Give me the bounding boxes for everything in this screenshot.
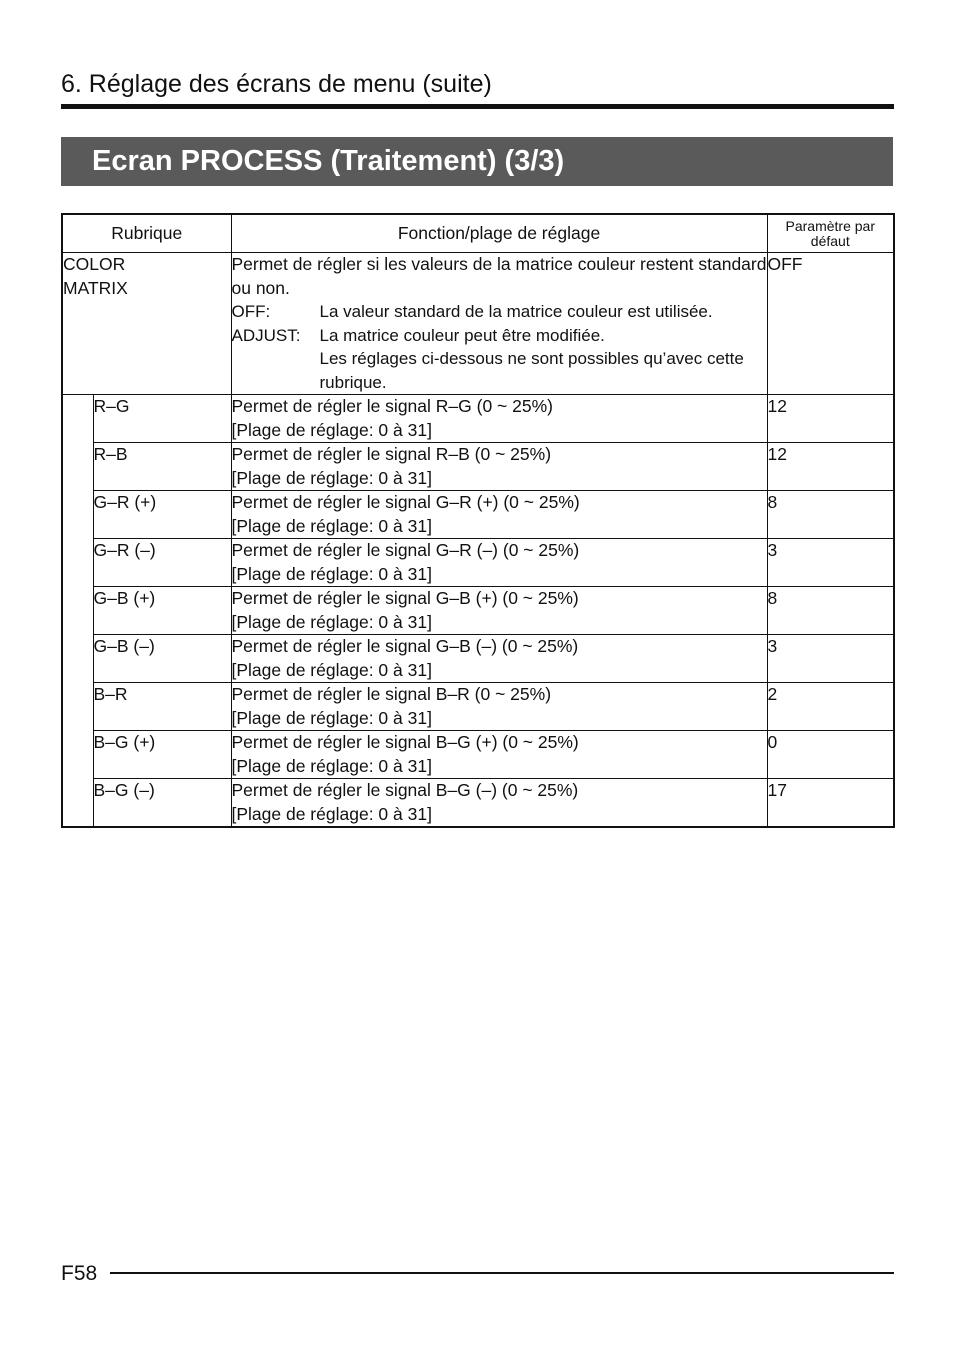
- option-off: [232, 300, 767, 324]
- indent-spacer: [62, 443, 93, 491]
- default-cell: 12: [767, 443, 894, 491]
- item-cell: B–G (–): [93, 779, 231, 828]
- default-cell: OFF: [767, 253, 894, 395]
- footer-rule: [110, 1272, 894, 1274]
- item-cell: R–G: [93, 395, 231, 443]
- option-label: OFF:: [231, 302, 271, 321]
- title-rule: [61, 104, 894, 109]
- function-range: [Plage de réglage: 0 à 31]: [231, 611, 432, 632]
- function-range: [Plage de réglage: 0 à 31]: [231, 467, 432, 488]
- indent-spacer: [62, 779, 93, 828]
- function-cell: [231, 779, 767, 828]
- function-description: Permet de régler le signal B–R (0 ~ 25%): [231, 684, 552, 704]
- default-cell: 2: [767, 683, 894, 731]
- indent-spacer: [62, 683, 93, 731]
- function-cell: [231, 539, 767, 587]
- option-text: La valeur standard de la matrice couleur est utilisée.: [319, 302, 713, 321]
- table-row: [62, 395, 894, 443]
- item-cell: B–R: [93, 683, 231, 731]
- item-cell: G–R (–): [93, 539, 231, 587]
- default-cell: 3: [767, 635, 894, 683]
- function-cell: [231, 395, 767, 443]
- item-cell: R–B: [93, 443, 231, 491]
- function-range: [Plage de réglage: 0 à 31]: [231, 659, 432, 680]
- function-cell: [231, 443, 767, 491]
- default-cell: 8: [767, 491, 894, 539]
- table-row: [62, 539, 894, 587]
- indent-spacer: [62, 491, 93, 539]
- function-range: [Plage de réglage: 0 à 31]: [231, 563, 432, 584]
- option-adjust: [232, 324, 767, 348]
- table-row: [62, 491, 894, 539]
- function-description: Permet de régler le signal B–G (+) (0 ~ 25%): [231, 732, 579, 752]
- default-cell: 3: [767, 539, 894, 587]
- item-cell: [62, 253, 231, 395]
- indent-spacer: [62, 731, 93, 779]
- default-cell: 0: [767, 731, 894, 779]
- function-range: [Plage de réglage: 0 à 31]: [231, 419, 432, 440]
- option-text: La matrice couleur peut être modifiée.: [319, 325, 605, 345]
- function-range: [Plage de réglage: 0 à 31]: [231, 707, 432, 728]
- column-header-item: Rubrique: [62, 214, 231, 253]
- table-row: [62, 443, 894, 491]
- function-cell: [231, 253, 767, 395]
- item-label-line2: MATRIX: [63, 277, 128, 298]
- column-header-function: Fonction/plage de réglage: [231, 214, 767, 253]
- function-description: Permet de régler le signal G–R (–) (0 ~ 25%): [231, 540, 580, 560]
- table-row-color-matrix: [62, 253, 894, 395]
- function-cell: [231, 731, 767, 779]
- column-header-default: Paramètre par défaut: [767, 214, 894, 253]
- indent-spacer: [62, 587, 93, 635]
- default-cell: 17: [767, 779, 894, 828]
- function-cell: [231, 587, 767, 635]
- function-range: [Plage de réglage: 0 à 31]: [231, 755, 432, 776]
- settings-table: [61, 213, 895, 828]
- table-row: [62, 731, 894, 779]
- function-description: Permet de régler le signal R–B (0 ~ 25%): [231, 444, 552, 464]
- function-description: Permet de régler si les valeurs de la matrice couleur restent standard ou non.: [231, 254, 767, 298]
- indent-spacer: [62, 395, 93, 443]
- function-range: [Plage de réglage: 0 à 31]: [231, 515, 432, 536]
- function-description: Permet de régler le signal R–G (0 ~ 25%): [231, 396, 553, 416]
- table-row: [62, 779, 894, 828]
- item-cell: B–G (+): [93, 731, 231, 779]
- indent-spacer: [62, 635, 93, 683]
- default-cell: 8: [767, 587, 894, 635]
- default-cell: 12: [767, 395, 894, 443]
- item-cell: G–R (+): [93, 491, 231, 539]
- item-cell: G–B (+): [93, 587, 231, 635]
- table-row: [62, 635, 894, 683]
- function-description: Permet de régler le signal B–G (–) (0 ~ 25%): [231, 780, 579, 800]
- function-cell: [231, 635, 767, 683]
- item-cell: G–B (–): [93, 635, 231, 683]
- table-row: [62, 587, 894, 635]
- table-header-row: [62, 214, 894, 253]
- page-banner: Ecran PROCESS (Traitement) (3/3): [61, 137, 893, 186]
- table-row: [62, 683, 894, 731]
- function-description: Permet de régler le signal G–R (+) (0 ~ 25%): [231, 492, 580, 512]
- function-description: Permet de régler le signal G–B (+) (0 ~ 25%): [231, 588, 579, 608]
- function-cell: [231, 491, 767, 539]
- section-title: 6. Réglage des écrans de menu (suite): [61, 70, 492, 98]
- function-range: [Plage de réglage: 0 à 31]: [231, 803, 432, 824]
- option-label: ADJUST:: [231, 325, 301, 345]
- function-cell: [231, 683, 767, 731]
- page-number: F58: [61, 1262, 98, 1285]
- indent-spacer: [62, 539, 93, 587]
- item-label-line1: COLOR: [63, 254, 126, 274]
- option-note: Les réglages ci-dessous ne sont possibles qu’avec cette rubrique.: [319, 349, 744, 392]
- function-description: Permet de régler le signal G–B (–) (0 ~ 25%): [231, 636, 579, 656]
